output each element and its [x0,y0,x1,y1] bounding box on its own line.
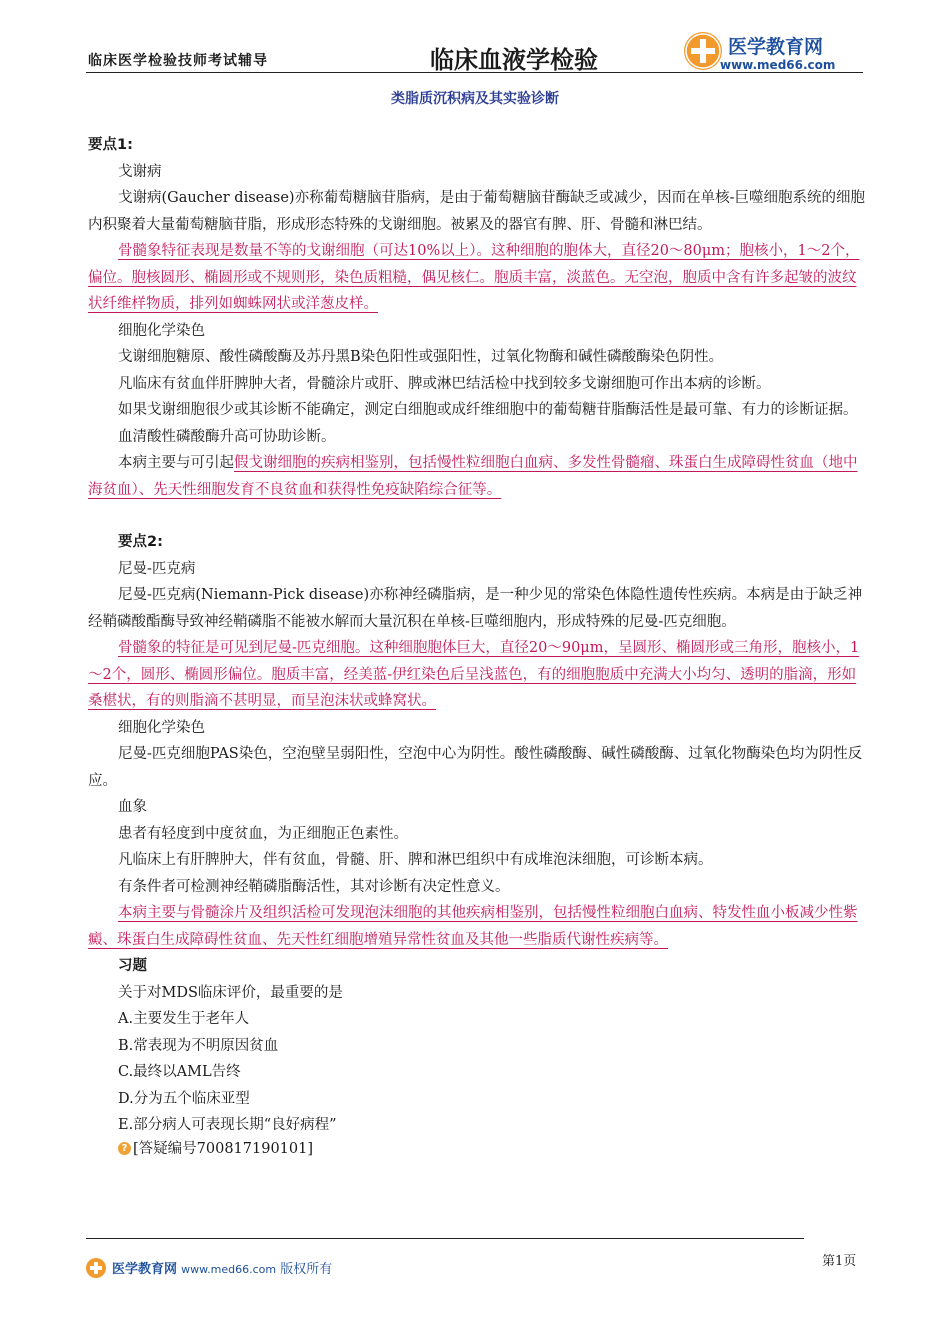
section1-diff [88,450,865,503]
exercise-option-d: D.分为五个临床亚型 [118,1090,250,1107]
section2-intro: 尼曼-匹克病(Niemann-Pick disease)亦称神经磷脂病，是一种少见的常染色体隐性遗传性疾病。本病是由于缺乏神经鞘磷酸酯酶导致神经鞘磷脂不能被水解而大量沉积在单核-巨噬细胞内，形成特殊的尼曼-匹克细胞。 [88,587,863,630]
section2-diag2: 有条件者可检测神经鞘磷脂酶活性，其对诊断有决定性意义。 [118,878,510,895]
section2-stain-heading: 细胞化学染色 [118,719,205,736]
header-left-text: 临床医学检验技师考试辅导 [88,53,268,69]
section1-diag2: 如果戈谢细胞很少或其诊断不能确定，测定白细胞或成纤维细胞中的葡萄糖苷脂酶活性是最可靠、有力的诊断证据。 [118,402,858,418]
document-body [88,132,865,1159]
section1-stain: 戈谢细胞糖原、酸性磷酸酶及苏丹黑B染色阳性或强阳性，过氧化物酶和碱性磷酸酶染色阴性。 [118,349,724,365]
footer-logo-icon [86,1258,106,1278]
section1-heading: 要点1: [88,137,133,153]
section2-blood-heading: 血象 [118,799,147,815]
exercise-option-c: C.最终以AML告终 [118,1064,241,1080]
footer-rights: 版权所有 [280,1262,333,1277]
section1-diff-prefix: 本病主要与可引起 [118,455,234,471]
section1-intro: 戈谢病(Gaucher disease)亦称葡萄糖脑苷脂病，是由于葡萄糖脑苷酶缺乏或减少，因而在单核-巨噬细胞系统的细胞内积聚着大量葡萄糖脑苷脂，形成形态特殊的戈谢细胞。被累及的器官有脾、肝、骨髓和淋巴结。 [88,190,865,233]
exercise-heading: 习题 [118,958,147,974]
section1-diff-highlight: 假戈谢细胞的疾病相鉴别，包括慢性粒细胞白血病、多发性骨髓瘤、珠蛋白生成障碍性贫血（地中海贫血）、先天性细胞发育不良贫血和获得性免疫缺陷综合征等。 [88,455,858,498]
section1-stain-heading: 细胞化学染色 [118,322,205,339]
medical-cross-icon [684,32,722,70]
section2-diff [88,900,865,953]
logo-name: 医学教育网 [728,36,824,58]
exercise-option-b: B.常表现为不明原因贫血 [118,1037,279,1054]
footer-rule [86,1238,804,1239]
page-subtitle: 类脂质沉积病及其实验诊断 [391,91,559,107]
section2-marrow-highlight: 骨髓象的特征是可见到尼曼-匹克细胞。这种细胞胞体巨大，直径20～90μm，呈圆形、椭圆形或三角形，胞核小，1～2个，圆形、椭圆形偏位。胞质丰富，经美蓝-伊红染色后呈浅蓝色，有的细胞胞质中充满大小均匀、透明的脂滴，形如桑椹状，有的则脂滴不甚明显，而呈泡沫状或蜂窝状。 [88,640,860,709]
section2-stain: 尼曼-匹克细胞PAS染色，空泡壁呈弱阳性，空泡中心为阴性。酸性磷酸酶、碱性磷酸酶、过氧化物酶染色均为阴性反应。 [88,746,863,789]
logo-url: www.med66.com [720,58,836,72]
brand-logo [684,30,864,76]
answer-link[interactable] [118,1139,865,1159]
section2-disease: 尼曼-匹克病 [118,560,196,577]
section1-disease: 戈谢病 [118,163,162,180]
section1-marrow [88,238,865,318]
question-icon[interactable]: ? [118,1142,131,1155]
exercise-option-e: E.部分病人可表现长期“良好病程” [118,1117,337,1133]
section2-blood: 患者有轻度到中度贫血，为正细胞正色素性。 [118,825,408,842]
footer-url[interactable]: www.med66.com [181,1263,277,1276]
section2-marrow [88,635,865,715]
footer-brand: 医学教育网 [112,1262,178,1277]
header-title: 临床血液学检验 [430,46,598,74]
section1-marrow-highlight: 骨髓象特征表现是数量不等的戈谢细胞（可达10%以上）。这种细胞的胞体大，直径20～80μm；胞核小，1～2个，偏位。胞核圆形、椭圆形或不规则形，染色质粗糙，偶见核仁。胞质丰富，淡蓝色。无空泡，胞质中含有许多起皱的波纹状纤维样物质，排列如蜘蛛网状或洋葱皮样。 [88,243,860,312]
section1-diag1: 凡临床有贫血伴肝脾肿大者，骨髓涂片或肝、脾或淋巴结活检中找到较多戈谢细胞可作出本病的诊断。 [118,375,771,392]
page-number: 第1页 [822,1254,857,1269]
section1-acp: 血清酸性磷酸酶升高可协助诊断。 [118,428,336,445]
section2-diag1: 凡临床上有肝脾肿大，伴有贫血，骨髓、肝、脾和淋巴组织中有成堆泡沫细胞，可诊断本病。 [118,852,713,868]
exercise-question: 关于对MDS临床评价，最重要的是 [118,984,343,1001]
answer-id[interactable]: [答疑编号700817190101] [133,1140,314,1157]
section2-heading: 要点2: [118,534,163,550]
section2-diff-highlight: 本病主要与骨髓涂片及组织活检可发现泡沫细胞的其他疾病相鉴别，包括慢性粒细胞白血病、特发性血小板减少性紫癜、珠蛋白生成障碍性贫血、先天性红细胞增殖异常性贫血及其他一些脂质代谢性疾病等。 [88,905,858,948]
footer-text [112,1258,332,1277]
exercise-option-a: A.主要发生于老年人 [118,1011,250,1027]
